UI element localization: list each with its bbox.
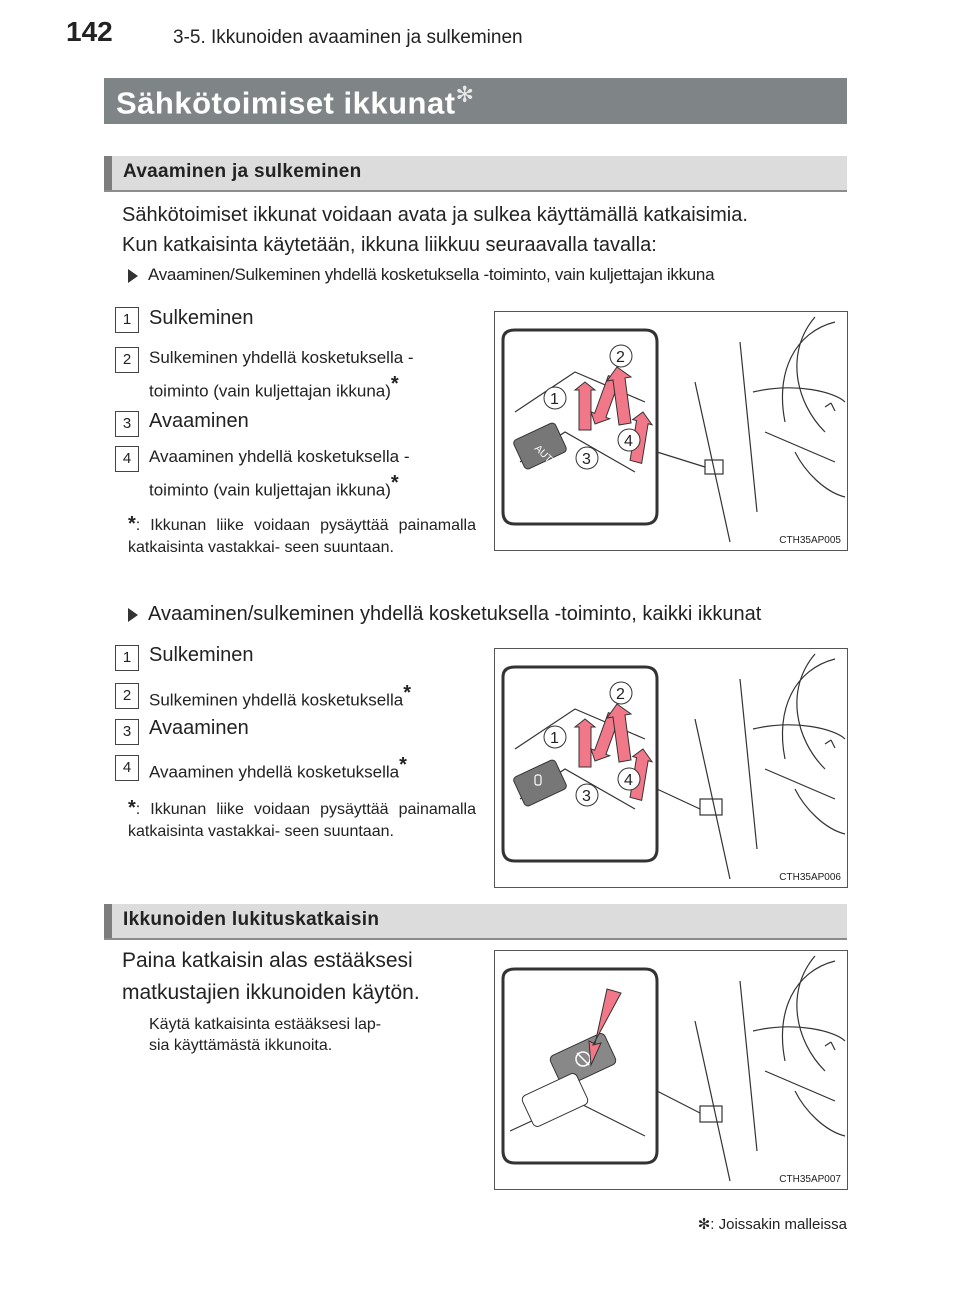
item-label-1: Sulkeminen [149,307,254,329]
figure-all-windows-illustration [495,649,847,887]
item-label-2 [149,680,411,714]
figure-code: CTH35AP006 [779,872,841,883]
item-label-4 [149,444,410,504]
intro-line-2: Kun katkaisinta käytetään, ikkuna liikkuu seuraavalla tavalla: [122,234,657,256]
item-label-3: Avaaminen [149,717,249,739]
item-number-4: 4 [115,755,139,781]
auto-switch-label: AUTO [532,443,560,471]
item-number-4: 4 [115,446,139,472]
section-heading-text: Ikkunoiden lukituskatkaisin [123,909,380,930]
lock-instruction-line-2: matkustajien ikkunoiden käytön. [122,981,420,1004]
heading-marker [104,156,112,190]
bullet-all-windows-one-touch [128,603,761,626]
figure-driver-switch-illustration [495,312,847,550]
section-heading-window-lock [104,904,847,940]
bullet-driver-one-touch [128,265,714,285]
item-label-2-text: Sulkeminen yhdellä kosketuksella [149,690,404,710]
triangle-bullet-icon [128,608,138,622]
figure-driver-switch [494,311,848,551]
svg-text:2: 2 [616,686,625,703]
section-heading-text: Avaaminen ja sulkeminen [123,161,362,182]
item-label-4-line-1: Avaaminen yhdellä kosketuksella - [149,447,410,466]
note-stop-movement-1 [128,513,476,559]
lock-sub-line-1: Käytä katkaisinta estääksesi lap- [149,1016,382,1033]
item-label-2 [149,345,414,405]
svg-text:4: 4 [624,433,633,450]
item-label-2-line-2: toiminto (vain kuljettajan ikkuna) [149,381,391,401]
item-4-star: * [390,472,399,494]
lock-sub-line-2: sia käyttämästä ikkunoita. [149,1037,333,1054]
note-star: * [128,797,136,819]
item-number-2: 2 [115,683,139,709]
svg-text:1: 1 [550,391,559,408]
figure-all-windows-switch [494,648,848,888]
figure-code: CTH35AP007 [779,1174,841,1185]
note-text: : Ikkunan liike voidaan pysäyttää painamalla katkaisinta vastakkai- seen suuntaan. [128,517,476,556]
intro-line-1: Sähkötoimiset ikkunat voidaan avata ja sulkea käyttämällä katkaisimia. [122,204,748,226]
bullet-text: Avaaminen/sulkeminen yhdellä kosketuksella -toiminto, kaikki ikkunat [148,603,762,625]
figure-lock-switch-illustration [495,951,847,1189]
footnote-star: ✻ [697,1216,711,1233]
svg-text:3: 3 [582,451,591,468]
item-number-2: 2 [115,347,139,373]
page-title [116,82,474,121]
item-number-1: 1 [115,307,139,333]
item-label-4-text: Avaaminen yhdellä kosketuksella [149,762,400,782]
note-text: : Ikkunan liike voidaan pysäyttää painamalla katkaisinta vastakkai- seen suuntaan. [128,801,476,840]
footnote [590,1215,847,1233]
item-label-4 [149,752,407,786]
item-number-3: 3 [115,719,139,745]
heading-marker [104,904,112,938]
section-heading-open-close [104,156,847,192]
item-number-3: 3 [115,411,139,437]
item-number-1: 1 [115,645,139,671]
svg-text:4: 4 [624,772,633,789]
lock-instruction-line-1: Paina katkaisin alas estääksesi [122,949,413,972]
item-4-star: * [399,754,407,776]
bullet-text: Avaaminen/Sulkeminen yhdellä kosketuksella -toiminto, vain kuljettajan ikkuna [148,265,715,284]
note-star: * [128,513,136,535]
svg-text:3: 3 [582,788,591,805]
section-breadcrumb: 3-5. Ikkunoiden avaaminen ja sulkeminen [173,27,523,48]
note-stop-movement-2 [128,797,476,843]
intro-text [122,200,852,260]
item-label-3: Avaaminen [149,410,249,432]
page-title-text: Sähkötoimiset ikkunat [116,85,456,121]
item-label-1: Sulkeminen [149,644,254,666]
svg-text:2: 2 [616,349,625,366]
triangle-bullet-icon [128,269,138,283]
item-label-4-line-2: toiminto (vain kuljettajan ikkuna) [149,480,391,500]
lock-sub-instruction [149,1014,475,1056]
figure-code: CTH35AP005 [779,535,841,546]
footnote-text: : Joissakin malleissa [710,1216,847,1233]
item-2-star: * [390,373,399,395]
item-2-star: * [403,682,411,704]
svg-text:1: 1 [550,730,559,747]
page-number: 142 [66,16,113,47]
title-star: ✻ [455,82,475,107]
item-label-2-line-1: Sulkeminen yhdellä kosketuksella - [149,348,414,367]
lock-instruction [122,945,474,1009]
figure-lock-switch [494,950,848,1190]
